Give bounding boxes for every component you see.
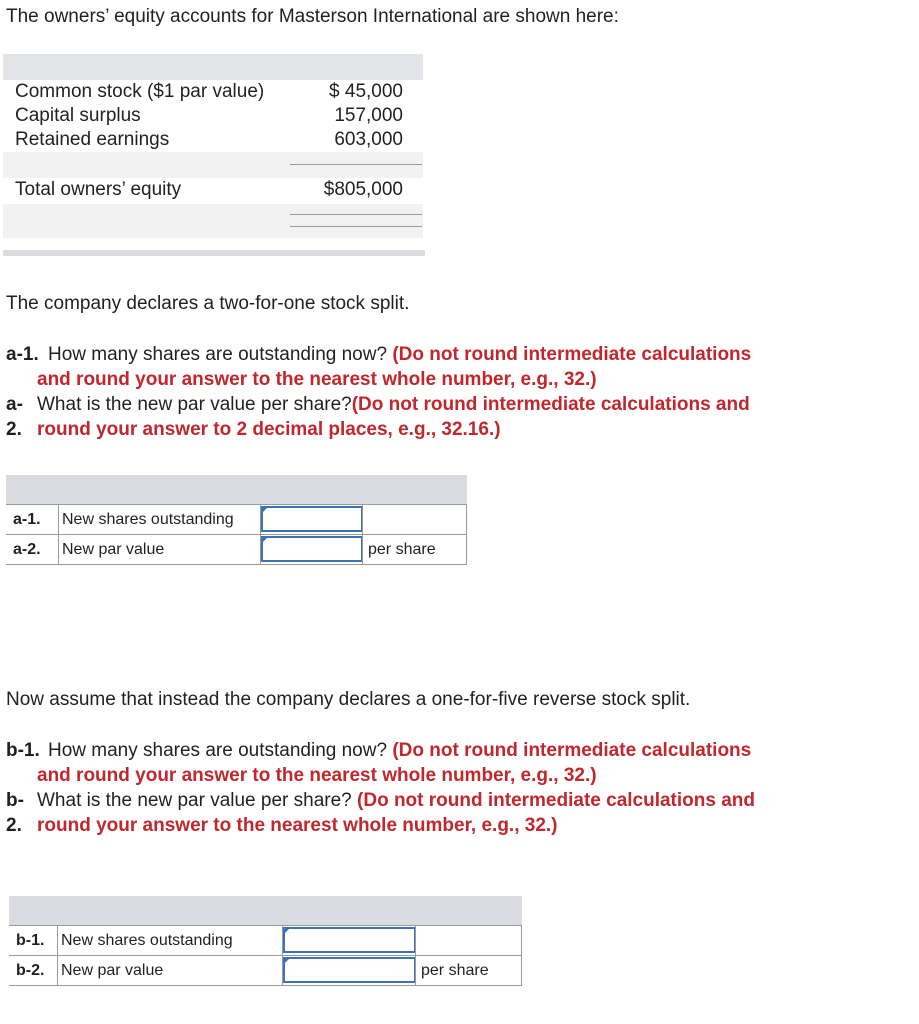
equity-table-bottom-bar — [3, 250, 425, 256]
new-par-value-input[interactable] — [261, 536, 363, 562]
answer-row-a1 — [6, 505, 467, 535]
equity-row-label: Capital surplus — [15, 105, 141, 126]
question-number: 2. — [6, 419, 22, 440]
equity-row-value: 157,000 — [334, 105, 403, 126]
equity-spacer-band — [3, 152, 423, 178]
row-label: New shares outstanding — [61, 932, 233, 949]
question-hint: round your answer to 2 decimal places, e.g., 32.16.) — [37, 419, 501, 440]
question-hint: and round your answer to the nearest whole number, e.g., 32.) — [37, 369, 597, 390]
question-text: How many shares are outstanding now? — [48, 344, 388, 365]
question-line — [48, 738, 908, 763]
question-text: How many shares are outstanding now? — [48, 740, 388, 761]
cell-divider — [362, 505, 363, 534]
row-id: a-2. — [13, 541, 41, 558]
question-line — [37, 788, 912, 813]
cell-divider — [521, 926, 522, 955]
answer-row-b2 — [9, 956, 522, 986]
question-text: What is the new par value per share? — [37, 394, 352, 415]
question-hint: (Do not round intermediate calculations and — [351, 394, 750, 415]
cell-divider — [58, 535, 59, 564]
answer-table-header — [6, 475, 467, 504]
question-hint: (Do not round intermediate calculations — [392, 344, 752, 365]
cell-divider — [57, 926, 58, 955]
cell-divider — [362, 535, 363, 564]
reverse-split-statement: Now assume that instead the company declares a one-for-five reverse stock split. — [6, 689, 691, 710]
question-text: What is the new par value per share? — [37, 790, 352, 811]
row-label: New par value — [62, 541, 165, 558]
cell-divider — [58, 505, 59, 534]
input-marker-icon — [283, 957, 291, 965]
row-id: a-1. — [13, 511, 41, 528]
input-marker-icon — [261, 506, 269, 514]
question-number: b-1. — [6, 740, 40, 761]
cell-divider — [521, 956, 522, 985]
question-number: a-1. — [6, 344, 39, 365]
question-hint: (Do not round intermediate calculations and — [357, 790, 755, 811]
question-line — [48, 342, 908, 367]
double-rule-bottom — [290, 226, 422, 227]
question-hint: round your answer to the nearest whole number, e.g., 32.) — [37, 815, 558, 836]
question-hint: and round your answer to the nearest whole number, e.g., 32.) — [37, 765, 597, 786]
row-id: b-1. — [16, 932, 45, 949]
subtotal-rule — [290, 164, 422, 165]
new-par-value-input[interactable] — [283, 957, 416, 983]
row-unit: per share — [421, 962, 489, 979]
answer-row-a2 — [6, 535, 467, 565]
new-shares-input[interactable] — [261, 506, 363, 532]
question-number: b- — [6, 790, 24, 811]
input-marker-icon — [261, 536, 269, 544]
row-label: New shares outstanding — [62, 511, 234, 528]
question-number: a- — [6, 394, 23, 415]
cell-divider — [57, 956, 58, 985]
equity-table-header-band — [3, 54, 423, 80]
row-unit: per share — [368, 541, 436, 558]
equity-total-value: $805,000 — [323, 179, 403, 200]
equity-total-label: Total owners’ equity — [15, 179, 182, 200]
intro-text: The owners’ equity accounts for Masterson International are shown here: — [6, 6, 619, 27]
equity-row-value: $ 45,000 — [329, 81, 403, 102]
equity-footer-band — [3, 204, 423, 238]
question-line — [37, 392, 907, 417]
row-label: New par value — [61, 962, 164, 979]
new-shares-input[interactable] — [283, 927, 416, 953]
equity-row-value: 603,000 — [334, 129, 403, 150]
cell-divider — [415, 956, 416, 985]
cell-divider — [415, 926, 416, 955]
answer-table-header — [9, 896, 522, 925]
input-marker-icon — [283, 927, 291, 935]
question-number: 2. — [6, 815, 22, 836]
row-id: b-2. — [16, 962, 45, 979]
question-hint: (Do not round intermediate calculations — [392, 740, 752, 761]
equity-row-label: Retained earnings — [15, 129, 170, 150]
equity-row-label: Common stock ($1 par value) — [15, 81, 265, 102]
cell-divider — [466, 505, 467, 534]
double-rule-top — [290, 214, 422, 215]
split-statement: The company declares a two-for-one stock split. — [6, 293, 410, 314]
answer-row-b1 — [9, 926, 522, 956]
cell-divider — [466, 535, 467, 564]
